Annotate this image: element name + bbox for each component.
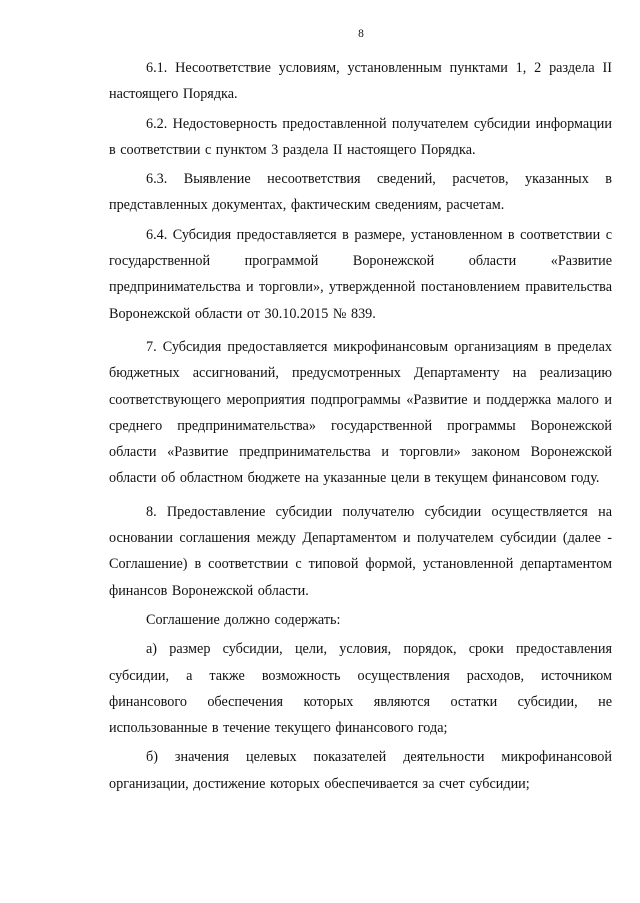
list-item-a: а) размер субсидии, цели, условия, порядок, сроки предоставления субсидии, а также возможность осуществления расходов, источником финансового обеспечения которых являются остатки субсидии, не использованные в течение текущего финансового года; xyxy=(109,641,612,737)
paragraph-6-3: 6.3. Выявление несоответствия сведений, расчетов, указанных в представленных документах, фактическим сведениям, расчетам. xyxy=(109,171,612,214)
paragraph-6-2: 6.2. Недостоверность предоставленной получателем субсидии информации в соответствии с пунктом 3 раздела II настоящего Порядка. xyxy=(109,115,612,158)
paragraph-6-4: 6.4. Субсидия предоставляется в размере, установленном в соответствии с государственной программой Воронежской области «Развитие предпринимательства и торговли», утвержденной постановлением правительства Воронежской области от 30.10.2015 № 839. xyxy=(109,226,612,322)
paragraph-6-1: 6.1. Несоответствие условиям, установленным пунктами 1, 2 раздела II настоящего Порядка. xyxy=(109,60,612,103)
document-body xyxy=(109,55,612,800)
page-number: 8 xyxy=(358,28,364,40)
agreement-contents-intro: Соглашение должно содержать: xyxy=(146,611,341,628)
paragraph-7: 7. Субсидия предоставляется микрофинансовым организациям в пределах бюджетных ассигнований, предусмотренных Департаменту на реализацию соответствующего мероприятия подпрограммы «Развитие и поддержка малого и среднего предпринимательства» государственной программы Воронежской области «Развитие предпринимательства и торговли» законом Воронежской области об областном бюджете на указанные цели в текущем финансовом году. xyxy=(109,338,612,487)
paragraph-8: 8. Предоставление субсидии получателю субсидии осуществляется на основании соглашения между Департаментом и получателем субсидии (далее - Соглашение) в соответствии с типовой формой, установленной департаментом финансов Воронежской области. xyxy=(109,503,612,599)
list-item-b: б) значения целевых показателей деятельности микрофинансовой организации, достижение которых обеспечивается за счет субсидии; xyxy=(109,749,612,792)
